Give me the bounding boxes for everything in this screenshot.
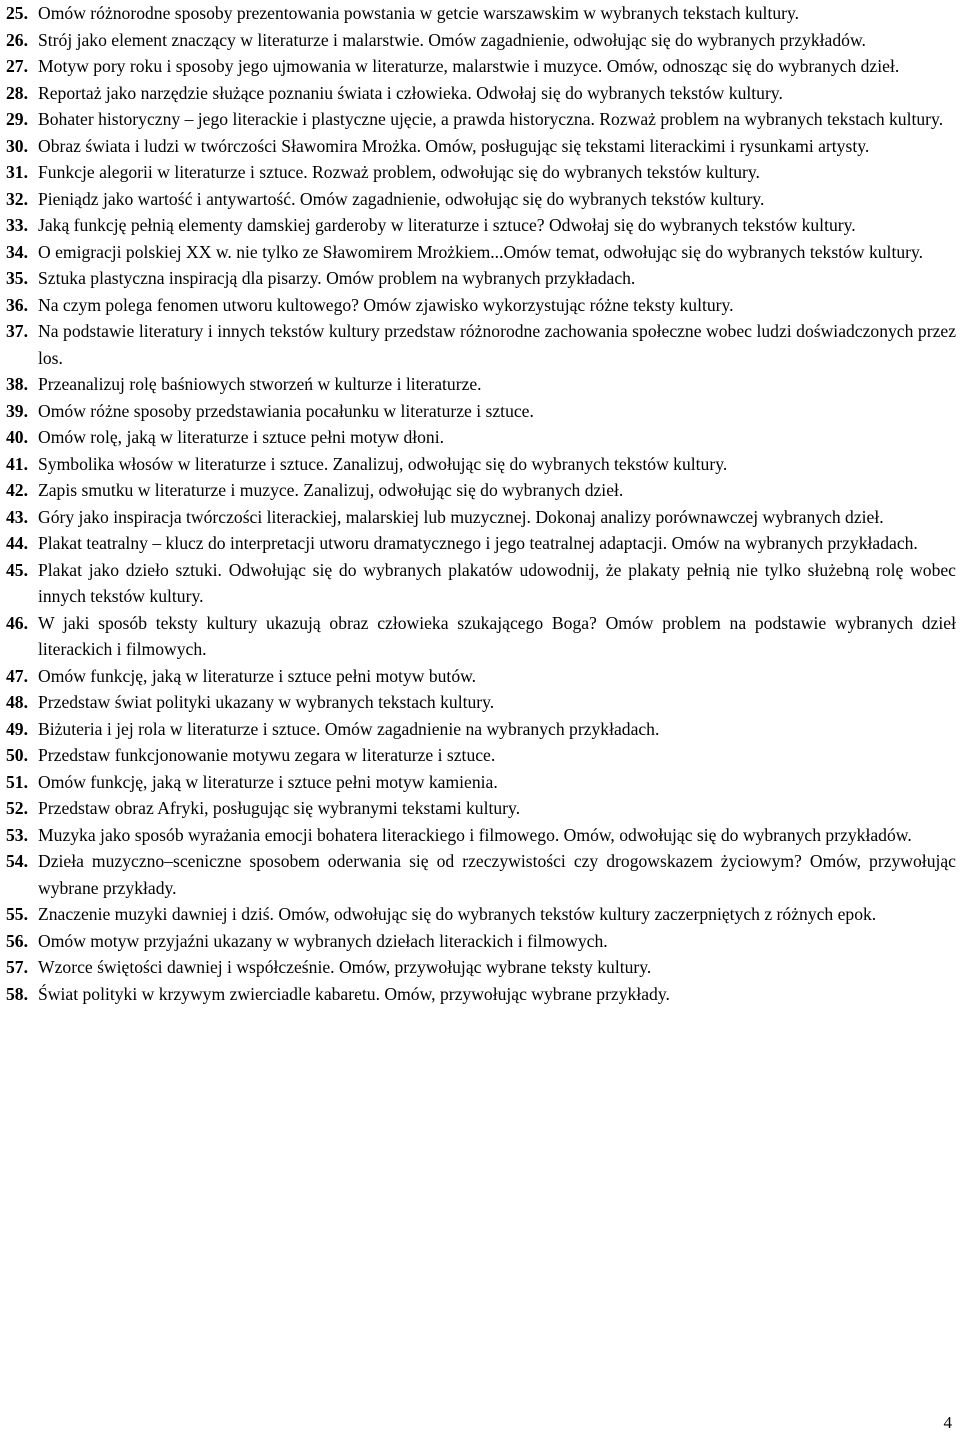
topic-item [6,27,958,54]
topic-item [6,742,958,769]
topic-item [6,451,958,478]
topic-number: 25. [6,3,28,23]
topic-number: 53. [6,824,28,845]
topic-text: Symbolika włosów w literaturze i sztuce. Zanalizuj, odwołując się do wybranych tekstów kultury. [38,453,728,474]
topic-number: 27. [6,56,28,76]
topic-text: Na podstawie literatury i innych tekstów kultury przedstaw różnorodne zachowania społeczne wobec ludzi doświadczonych przez los. [38,321,956,368]
topic-text: Omów motyw przyjaźni ukazany w wybranych dziełach literackich i filmowych. [38,930,608,951]
topic-text: Omów różnorodne sposoby prezentowania powstania w getcie warszawskim w wybranych tekstach kultury. [38,3,800,23]
topic-item [6,848,958,901]
topic-item [6,557,958,610]
topic-number: 58. [6,983,28,1004]
topic-number: 38. [6,374,28,394]
topic-number: 50. [6,745,28,765]
topic-text: O emigracji polskiej XX w. nie tylko ze Sławomirem Mrożkiem...Omów temat, odwołując się do wybranych tekstów kultury. [38,241,924,262]
topic-text: Wzorce świętości dawniej i współcześnie. Omów, przywołując wybrane teksty kultury. [38,957,652,977]
topic-item [6,186,958,213]
topic-number: 33. [6,215,28,235]
topic-text: Dzieła muzyczno–sceniczne sposobem oderwania się od rzeczywistości czy drogowskazem życiowym? Omów, przywołując wybrane przykłady. [38,851,956,898]
topic-text: Na czym polega fenomen utworu kultowego? Omów zjawisko wykorzystując różne teksty kultury. [38,294,734,315]
topic-text: Strój jako element znaczący w literaturze i malarstwie. Omów zagadnienie, odwołując się do wybranych przykładów. [38,29,866,50]
topic-number: 56. [6,930,28,951]
topic-number: 44. [6,533,28,553]
topic-text: Reportaż jako narzędzie służące poznaniu świata i człowieka. Odwołaj się do wybranych tekstów kultury. [38,82,783,103]
topic-number: 28. [6,82,28,103]
topic-item [6,663,958,690]
topic-list [6,0,958,1007]
topic-item [6,981,958,1008]
topic-text: W jaki sposób teksty kultury ukazują obraz człowieka szukającego Boga? Omów problem na podstawie wybranych dzieł literackich i filmowych. [38,612,956,659]
topic-text: Jaką funkcję pełnią elementy damskiej garderoby w literaturze i sztuce? Odwołaj się do wybranych tekstów kultury. [38,215,856,235]
topic-number: 57. [6,957,28,977]
topic-item [6,0,958,27]
topic-number: 47. [6,665,28,686]
topic-item [6,239,958,266]
topic-text: Biżuteria i jej rola w literaturze i sztuce. Omów zagadnienie na wybranych przykładach. [38,718,660,739]
topic-item [6,530,958,557]
topic-text: Plakat jako dzieło sztuki. Odwołując się do wybranych plakatów udowodnij, że plakaty pełnią nie tylko służebną rolę wobec innych tekstów kultury. [38,559,956,606]
topic-text: Świat polityki w krzywym zwierciadle kabaretu. Omów, przywołując wybrane przykłady. [38,983,670,1004]
topic-number: 52. [6,798,28,818]
topic-item [6,689,958,716]
topic-text: Znaczenie muzyki dawniej i dziś. Omów, odwołując się do wybranych tekstów kultury zaczerpniętych z różnych epok. [38,904,877,924]
page-number: 4 [943,1413,952,1432]
topic-text: Plakat teatralny – klucz do interpretacji utworu dramatycznego i jego teatralnej adaptacji. Omów na wybranych przykładach. [38,533,918,553]
topic-text: Sztuka plastyczna inspiracją dla pisarzy. Omów problem na wybranych przykładach. [38,268,636,288]
topic-item [6,133,958,160]
topic-number: 43. [6,506,28,527]
topic-item [6,318,958,371]
topic-number: 48. [6,692,28,712]
topic-number: 37. [6,321,28,341]
topic-number: 51. [6,771,28,792]
topic-item [6,822,958,849]
topic-text: Muzyka jako sposób wyrażania emocji bohatera literackiego i filmowego. Omów, odwołując się do wybranych przykładów. [38,824,912,845]
topic-item [6,928,958,955]
topic-number: 46. [6,612,28,633]
topic-item [6,954,958,981]
topic-text: Przedstaw funkcjonowanie motywu zegara w literaturze i sztuce. [38,745,496,765]
topic-item [6,292,958,319]
topic-number: 32. [6,188,28,209]
topic-number: 49. [6,718,28,739]
topic-text: Omów różne sposoby przedstawiania pocałunku w literaturze i sztuce. [38,400,534,421]
topic-item [6,265,958,292]
topic-number: 45. [6,559,28,580]
topic-item [6,424,958,451]
topic-item [6,477,958,504]
topic-text: Motyw pory roku i sposoby jego ujmowania w literaturze, malarstwie i muzyce. Omów, odnosząc się do wybranych dzieł. [38,56,900,76]
topic-text: Omów funkcję, jaką w literaturze i sztuce pełni motyw kamienia. [38,771,498,792]
topic-item [6,610,958,663]
topic-item [6,159,958,186]
topic-item [6,106,958,133]
topic-item [6,716,958,743]
topic-text: Omów rolę, jaką w literaturze i sztuce pełni motyw dłoni. [38,427,445,447]
topic-text: Funkcje alegorii w literaturze i sztuce. Rozważ problem, odwołując się do wybranych tekstów kultury. [38,162,760,182]
topic-text: Przedstaw świat polityki ukazany w wybranych tekstach kultury. [38,692,495,712]
topic-item [6,769,958,796]
topic-number: 42. [6,480,28,500]
topic-text: Zapis smutku w literaturze i muzyce. Zanalizuj, odwołując się do wybranych dzieł. [38,480,624,500]
topic-number: 39. [6,400,28,421]
topic-number: 40. [6,427,28,447]
topic-item [6,398,958,425]
topic-text: Omów funkcję, jaką w literaturze i sztuce pełni motyw butów. [38,665,477,686]
topic-item [6,53,958,80]
topic-number: 34. [6,241,28,262]
topic-text: Przeanalizuj rolę baśniowych stworzeń w kulturze i literaturze. [38,374,482,394]
topic-text: Obraz świata i ludzi w twórczości Sławomira Mrożka. Omów, posługując się tekstami literackimi i rysunkami artysty. [38,135,870,156]
topic-item [6,212,958,239]
topic-text: Pieniądz jako wartość i antywartość. Omów zagadnienie, odwołując się do wybranych tekstów kultury. [38,188,765,209]
topic-item [6,371,958,398]
topic-item [6,901,958,928]
topic-number: 36. [6,294,28,315]
topic-item [6,504,958,531]
topic-text: Góry jako inspiracja twórczości literackiej, malarskiej lub muzycznej. Dokonaj analizy porównawczej wybranych dzieł. [38,506,884,527]
topic-number: 29. [6,109,28,129]
topic-number: 30. [6,135,28,156]
topic-number: 41. [6,453,28,474]
topic-item [6,80,958,107]
topic-text: Przedstaw obraz Afryki, posługując się wybranymi tekstami kultury. [38,798,521,818]
topic-number: 55. [6,904,28,924]
topic-number: 26. [6,29,28,50]
topic-number: 31. [6,162,28,182]
topic-number: 54. [6,851,28,871]
topic-text: Bohater historyczny – jego literackie i plastyczne ujęcie, a prawda historyczna. Rozważ problem na wybranych tekstach kultury. [38,109,944,129]
topic-item [6,795,958,822]
topic-number: 35. [6,268,28,288]
